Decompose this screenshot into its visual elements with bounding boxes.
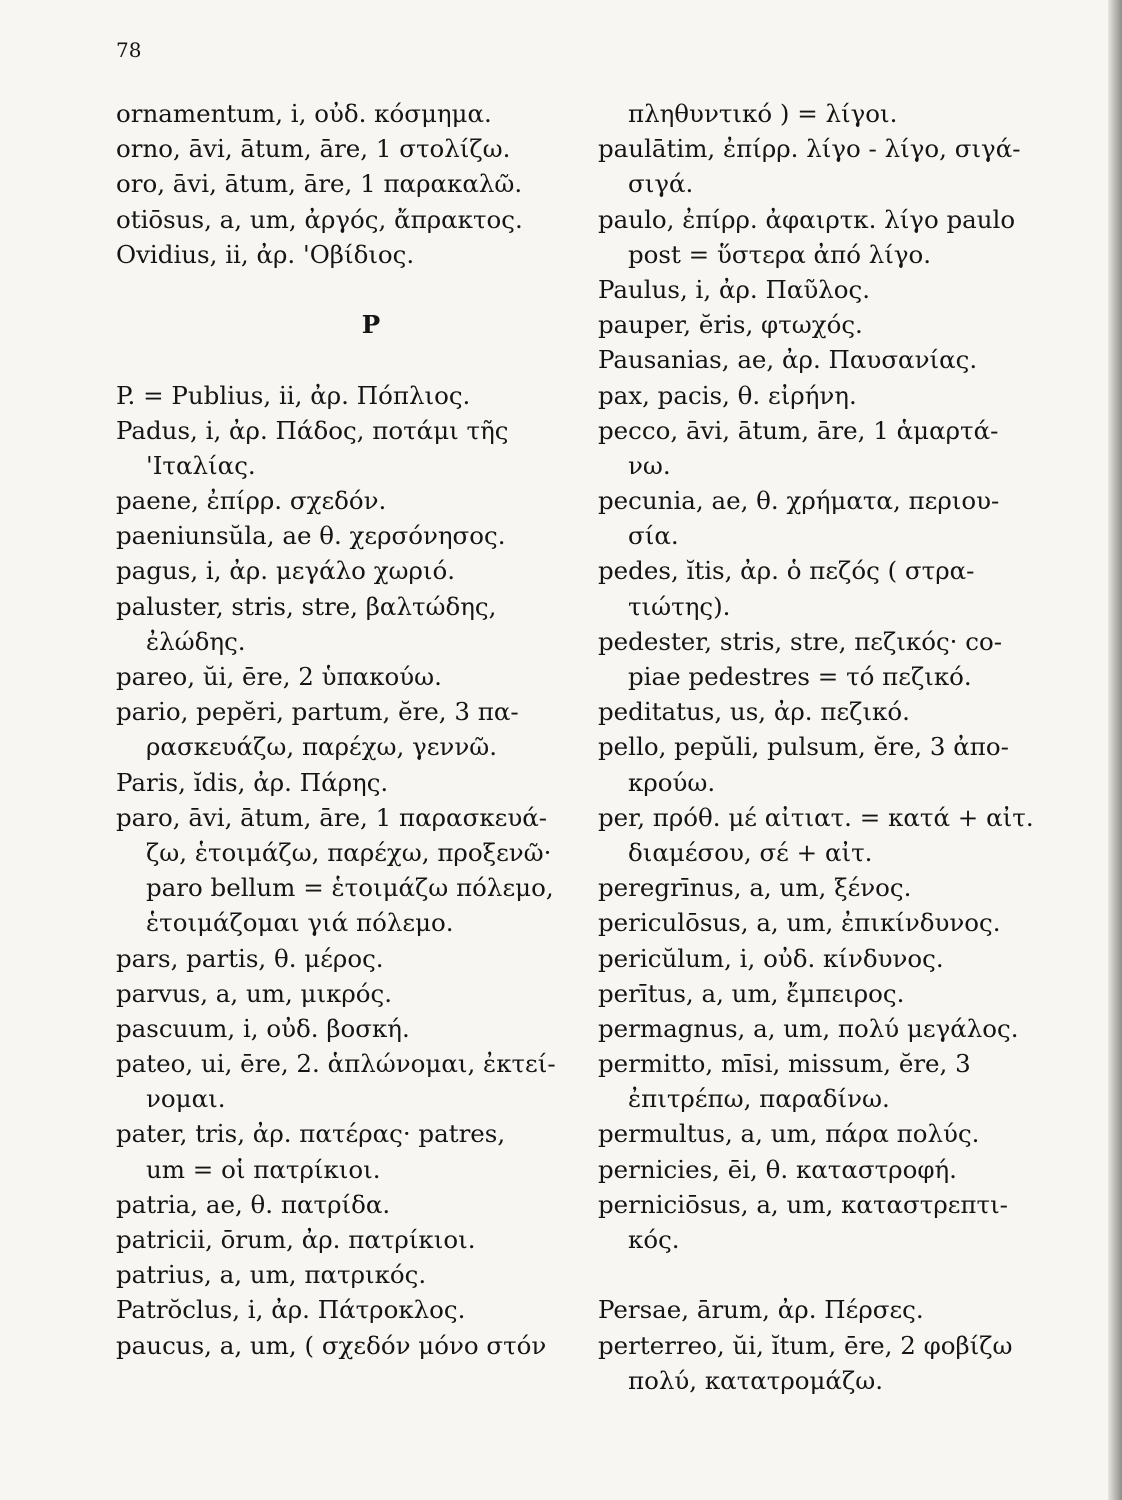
dictionary-entry: orno, āvi, ātum, āre, 1 στολίζω. [116, 134, 511, 164]
dictionary-entry: pedester, stris, stre, πεζικός· co- [598, 626, 1002, 656]
dictionary-entry: peditatus, us, ἀρ. πεζικό. [598, 697, 910, 727]
dictionary-entry: Padus, i, ἀρ. Πάδος, ποτάμι τῆς [116, 415, 509, 445]
dictionary-entry: permitto, mīsi, missum, ĕre, 3 [598, 1049, 971, 1079]
dictionary-entry: P. = Publius, ii, ἀρ. Πόπλιος. [116, 380, 471, 410]
dictionary-entry: paluster, stris, stre, βαλτώδης, [116, 591, 497, 621]
dictionary-entry: paucus, a, um, ( σχεδόν μόνο στόν [116, 1330, 547, 1360]
dictionary-entry: pateo, ui, ēre, 2. ἁπλώνομαι, ἐκτεί- [116, 1049, 556, 1079]
dictionary-entry-continuation: νω. [628, 450, 671, 480]
dictionary-entry: pecunia, ae, θ. χρήματα, περιου- [598, 486, 1000, 516]
dictionary-entry: pericŭlum, i, οὐδ. κίνδυνος. [598, 943, 944, 973]
dictionary-entry: Ovidius, ii, ἀρ. 'Οβίδιος. [116, 239, 415, 269]
dictionary-entry: perniciōsus, a, um, καταστρεπτι- [598, 1189, 1008, 1219]
dictionary-entry: paulo, ἐπίρρ. ἀφαιρτκ. λίγο paulo [598, 204, 1016, 234]
dictionary-entry-continuation: ζω, ἑτοιμάζω, παρέχω, προξενῶ· [146, 837, 552, 867]
dictionary-entry-continuation: 'Ιταλίας. [146, 450, 256, 480]
page-number: 78 [116, 38, 142, 62]
dictionary-entry: per, πρόθ. μέ αἰτιατ. = κατά + αἰτ. [598, 802, 1034, 832]
dictionary-entry: paulātim, ἐπίρρ. λίγο - λίγο, σιγά- [598, 134, 1021, 164]
dictionary-entry-continuation: paro bellum = ἑτοιμάζω πόλεμο, [146, 873, 554, 903]
dictionary-entry: Paris, ĭdis, ἀρ. Πάρης. [116, 767, 389, 797]
dictionary-entry: pascuum, i, οὐδ. βοσκή. [116, 1013, 410, 1043]
dictionary-entry-continuation: πολύ, κατατρομάζω. [628, 1365, 884, 1395]
dictionary-entry-continuation: ρασκευάζω, παρέχω, γεννῶ. [146, 732, 497, 762]
section-spacer [116, 342, 586, 377]
dictionary-entry: pars, partis, θ. μέρος. [116, 943, 384, 973]
dictionary-entry: patrius, a, um, πατρικός. [116, 1260, 427, 1290]
page-edge-shadow [1108, 0, 1122, 1500]
left-column [116, 96, 586, 1363]
dictionary-entry: pedes, ĭtis, ἀρ. ὁ πεζός ( στρα- [598, 556, 975, 586]
dictionary-entry: pauper, ĕris, φτωχός. [598, 310, 863, 340]
dictionary-entry-continuation: κρούω. [628, 767, 716, 797]
section-letter-heading: P [361, 310, 381, 340]
dictionary-entry: Pausanias, ae, ἀρ. Παυσανίας. [598, 345, 978, 375]
dictionary-entry-continuation: τιώτης). [628, 591, 731, 621]
right-column [598, 96, 1073, 1398]
dictionary-entry-continuation: πληθυντικό ) = λίγοι. [628, 99, 898, 128]
dictionary-entry: pello, pepŭli, pulsum, ĕre, 3 ἀπο- [598, 732, 1009, 762]
dictionary-entry-continuation: σιγά. [628, 169, 694, 199]
dictionary-entry: pater, tris, ἀρ. πατέρας· patres, [116, 1119, 506, 1149]
dictionary-entry: ornamentum, i, οὐδ. κόσμημα. [116, 99, 492, 128]
dictionary-entry: paeniunsŭla, ae θ. χερσόνησος. [116, 521, 506, 551]
section-spacer [116, 272, 586, 307]
dictionary-entry: patria, ae, θ. πατρίδα. [116, 1189, 391, 1219]
dictionary-entry: Patrŏclus, i, ἀρ. Πάτροκλος. [116, 1295, 466, 1325]
dictionary-entry: pagus, i, ἀρ. μεγάλο χωριό. [116, 556, 456, 586]
dictionary-entry-continuation: σία. [628, 521, 679, 551]
dictionary-entry: oro, āvi, ātum, āre, 1 παρακαλῶ. [116, 169, 523, 199]
dictionary-entry: pernicies, ēi, θ. καταστροφή. [598, 1154, 957, 1184]
dictionary-entry: perītus, a, um, ἔμπειρος. [598, 978, 905, 1008]
dictionary-entry: periculōsus, a, um, ἐπικίνδυνος. [598, 908, 1001, 938]
section-spacer [598, 1257, 1073, 1292]
dictionary-entry: parvus, a, um, μικρός. [116, 978, 393, 1008]
dictionary-entry-continuation: ἐπιτρέπω, παραδίνω. [628, 1084, 890, 1114]
dictionary-entry: pax, pacis, θ. εἰρήνη. [598, 380, 857, 410]
dictionary-entry: Paulus, i, ἀρ. Παῦλος. [598, 274, 871, 304]
dictionary-entry: pario, pepĕri, partum, ĕre, 3 πα- [116, 697, 519, 727]
dictionary-entry: permagnus, a, um, πολύ μεγάλος. [598, 1013, 1019, 1043]
dictionary-entry: perterreo, ŭi, ĭtum, ēre, 2 φοβίζω [598, 1330, 1013, 1360]
dictionary-entry-continuation: um = οἱ πατρίκιοι. [146, 1154, 381, 1184]
dictionary-entry-continuation: νομαι. [146, 1084, 226, 1114]
dictionary-entry: peregrīnus, a, um, ξένος. [598, 873, 912, 903]
dictionary-entry: otiōsus, a, um, ἀργός, ἄπρακτος. [116, 204, 523, 234]
dictionary-entry: pecco, āvi, ātum, āre, 1 ἁμαρτά- [598, 415, 999, 445]
dictionary-entry-continuation: διαμέσου, σέ + αἰτ. [628, 837, 873, 867]
dictionary-entry: pareo, ŭi, ēre, 2 ὑπακούω. [116, 662, 442, 691]
dictionary-entry: permultus, a, um, πάρα πολύς. [598, 1119, 980, 1149]
dictionary-entry: paene, ἐπίρρ. σχεδόν. [116, 486, 387, 516]
dictionary-entry-continuation: ἑτοιμάζομαι γιά πόλεμο. [146, 908, 454, 938]
dictionary-entry-continuation: ἐλώδης. [146, 626, 246, 656]
dictionary-entry: Persae, ārum, ἀρ. Πέρσες. [598, 1295, 924, 1325]
dictionary-entry-continuation: piae pedestres = τό πεζικό. [628, 662, 972, 691]
dictionary-entry-continuation: post = ὕστερα ἀπό λίγο. [628, 239, 932, 269]
dictionary-entry: paro, āvi, ātum, āre, 1 παρασκευά- [116, 802, 548, 832]
dictionary-entry-continuation: κός. [628, 1225, 680, 1254]
dictionary-entry: patricii, ōrum, ἀρ. πατρίκιοι. [116, 1225, 476, 1254]
